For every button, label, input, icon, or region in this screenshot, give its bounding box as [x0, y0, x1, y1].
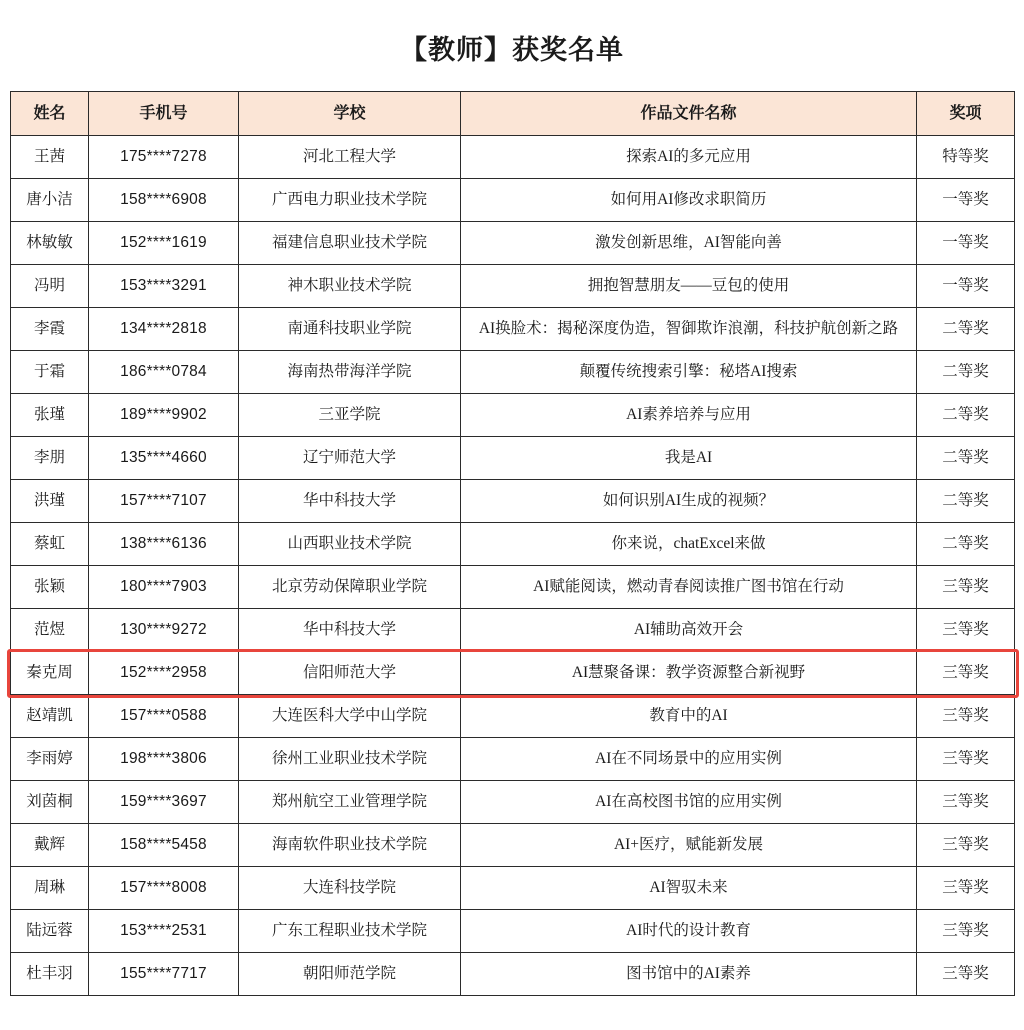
cell-school: 神木职业技术学院 — [239, 265, 461, 308]
table-row — [11, 566, 1015, 609]
cell-school: 福建信息职业技术学院 — [239, 222, 461, 265]
cell-work: AI辅助高效开会 — [461, 609, 917, 652]
cell-phone: 130****9272 — [89, 609, 239, 652]
cell-name: 李雨婷 — [11, 738, 89, 781]
cell-school: 徐州工业职业技术学院 — [239, 738, 461, 781]
table-row — [11, 910, 1015, 953]
cell-work: AI换脸术：揭秘深度伪造，智御欺诈浪潮，科技护航创新之路 — [461, 308, 917, 351]
cell-school: 辽宁师范大学 — [239, 437, 461, 480]
cell-name: 李朋 — [11, 437, 89, 480]
cell-work: AI在不同场景中的应用实例 — [461, 738, 917, 781]
cell-name: 秦克周 — [11, 652, 89, 695]
cell-school: 郑州航空工业管理学院 — [239, 781, 461, 824]
cell-school: 南通科技职业学院 — [239, 308, 461, 351]
cell-phone: 175****7278 — [89, 136, 239, 179]
table-row — [11, 308, 1015, 351]
cell-work: AI在高校图书馆的应用实例 — [461, 781, 917, 824]
cell-award: 三等奖 — [917, 781, 1015, 824]
cell-name: 陆远蓉 — [11, 910, 89, 953]
cell-work: AI慧聚备课：教学资源整合新视野 — [461, 652, 917, 695]
cell-name: 于霜 — [11, 351, 89, 394]
table-header — [11, 92, 1015, 136]
cell-phone: 159****3697 — [89, 781, 239, 824]
cell-award: 二等奖 — [917, 394, 1015, 437]
cell-name: 范煜 — [11, 609, 89, 652]
cell-work: 你来说，chatExcel来做 — [461, 523, 917, 566]
table-row — [11, 652, 1015, 695]
cell-phone: 134****2818 — [89, 308, 239, 351]
cell-award: 三等奖 — [917, 953, 1015, 996]
cell-phone: 157****7107 — [89, 480, 239, 523]
cell-name: 王茜 — [11, 136, 89, 179]
table-row — [11, 136, 1015, 179]
table-row — [11, 781, 1015, 824]
cell-phone: 157****0588 — [89, 695, 239, 738]
cell-award: 二等奖 — [917, 351, 1015, 394]
table-row — [11, 953, 1015, 996]
table-row — [11, 222, 1015, 265]
cell-award: 二等奖 — [917, 437, 1015, 480]
cell-school: 广东工程职业技术学院 — [239, 910, 461, 953]
cell-school: 三亚学院 — [239, 394, 461, 437]
cell-name: 戴辉 — [11, 824, 89, 867]
cell-phone: 198****3806 — [89, 738, 239, 781]
cell-award: 三等奖 — [917, 695, 1015, 738]
cell-name: 刘茵桐 — [11, 781, 89, 824]
cell-name: 张瑾 — [11, 394, 89, 437]
cell-award: 一等奖 — [917, 265, 1015, 308]
cell-school: 大连医科大学中山学院 — [239, 695, 461, 738]
cell-phone: 152****2958 — [89, 652, 239, 695]
cell-phone: 189****9902 — [89, 394, 239, 437]
cell-award: 二等奖 — [917, 308, 1015, 351]
cell-name: 赵靖凯 — [11, 695, 89, 738]
cell-phone: 155****7717 — [89, 953, 239, 996]
table-header-row — [11, 92, 1015, 136]
cell-award: 二等奖 — [917, 523, 1015, 566]
cell-name: 洪瑾 — [11, 480, 89, 523]
cell-work: AI时代的设计教育 — [461, 910, 917, 953]
cell-school: 海南软件职业技术学院 — [239, 824, 461, 867]
cell-phone: 153****2531 — [89, 910, 239, 953]
cell-name: 张颖 — [11, 566, 89, 609]
cell-work: AI+医疗，赋能新发展 — [461, 824, 917, 867]
table-row — [11, 265, 1015, 308]
cell-work: AI素养培养与应用 — [461, 394, 917, 437]
table-row — [11, 609, 1015, 652]
cell-work: 教育中的AI — [461, 695, 917, 738]
cell-award: 特等奖 — [917, 136, 1015, 179]
cell-name: 唐小洁 — [11, 179, 89, 222]
cell-name: 杜丰羽 — [11, 953, 89, 996]
cell-phone: 158****5458 — [89, 824, 239, 867]
cell-award: 三等奖 — [917, 867, 1015, 910]
cell-school: 信阳师范大学 — [239, 652, 461, 695]
cell-award: 三等奖 — [917, 910, 1015, 953]
cell-award: 三等奖 — [917, 652, 1015, 695]
page-title: 【教师】获奖名单 — [400, 35, 624, 65]
table-row — [11, 437, 1015, 480]
cell-name: 林敏敏 — [11, 222, 89, 265]
table-row — [11, 179, 1015, 222]
cell-work: 我是AI — [461, 437, 917, 480]
cell-phone: 152****1619 — [89, 222, 239, 265]
cell-school: 海南热带海洋学院 — [239, 351, 461, 394]
cell-phone: 157****8008 — [89, 867, 239, 910]
table-row — [11, 824, 1015, 867]
column-header-name: 姓名 — [11, 92, 89, 136]
cell-work: 拥抱智慧朋友——豆包的使用 — [461, 265, 917, 308]
cell-work: 如何用AI修改求职简历 — [461, 179, 917, 222]
award-list-table — [10, 91, 1015, 996]
cell-award: 三等奖 — [917, 609, 1015, 652]
cell-school: 北京劳动保障职业学院 — [239, 566, 461, 609]
table-row — [11, 480, 1015, 523]
cell-name: 周琳 — [11, 867, 89, 910]
cell-name: 李霞 — [11, 308, 89, 351]
cell-work: AI赋能阅读，燃动青春阅读推广图书馆在行动 — [461, 566, 917, 609]
cell-award: 一等奖 — [917, 179, 1015, 222]
column-header-school: 学校 — [239, 92, 461, 136]
cell-work: 激发创新思维，AI智能向善 — [461, 222, 917, 265]
table-row — [11, 738, 1015, 781]
column-header-work: 作品文件名称 — [461, 92, 917, 136]
cell-work: 如何识别AI生成的视频？ — [461, 480, 917, 523]
cell-school: 山西职业技术学院 — [239, 523, 461, 566]
cell-school: 广西电力职业技术学院 — [239, 179, 461, 222]
cell-school: 华中科技大学 — [239, 609, 461, 652]
cell-work: 颠覆传统搜索引擎：秘塔AI搜索 — [461, 351, 917, 394]
cell-name: 冯明 — [11, 265, 89, 308]
cell-phone: 135****4660 — [89, 437, 239, 480]
table-row — [11, 867, 1015, 910]
cell-phone: 180****7903 — [89, 566, 239, 609]
cell-phone: 153****3291 — [89, 265, 239, 308]
table-row — [11, 695, 1015, 738]
cell-award: 三等奖 — [917, 566, 1015, 609]
cell-school: 大连科技学院 — [239, 867, 461, 910]
column-header-phone: 手机号 — [89, 92, 239, 136]
cell-phone: 186****0784 — [89, 351, 239, 394]
table-row — [11, 523, 1015, 566]
cell-school: 华中科技大学 — [239, 480, 461, 523]
cell-award: 三等奖 — [917, 824, 1015, 867]
cell-award: 三等奖 — [917, 738, 1015, 781]
cell-name: 蔡虹 — [11, 523, 89, 566]
table-row — [11, 351, 1015, 394]
table-row — [11, 394, 1015, 437]
cell-work: 图书馆中的AI素养 — [461, 953, 917, 996]
cell-school: 朝阳师范学院 — [239, 953, 461, 996]
cell-award: 一等奖 — [917, 222, 1015, 265]
cell-phone: 158****6908 — [89, 179, 239, 222]
cell-award: 二等奖 — [917, 480, 1015, 523]
cell-phone: 138****6136 — [89, 523, 239, 566]
cell-work: AI智驭未来 — [461, 867, 917, 910]
column-header-award: 奖项 — [917, 92, 1015, 136]
cell-school: 河北工程大学 — [239, 136, 461, 179]
cell-work: 探索AI的多元应用 — [461, 136, 917, 179]
table-body — [11, 136, 1015, 996]
